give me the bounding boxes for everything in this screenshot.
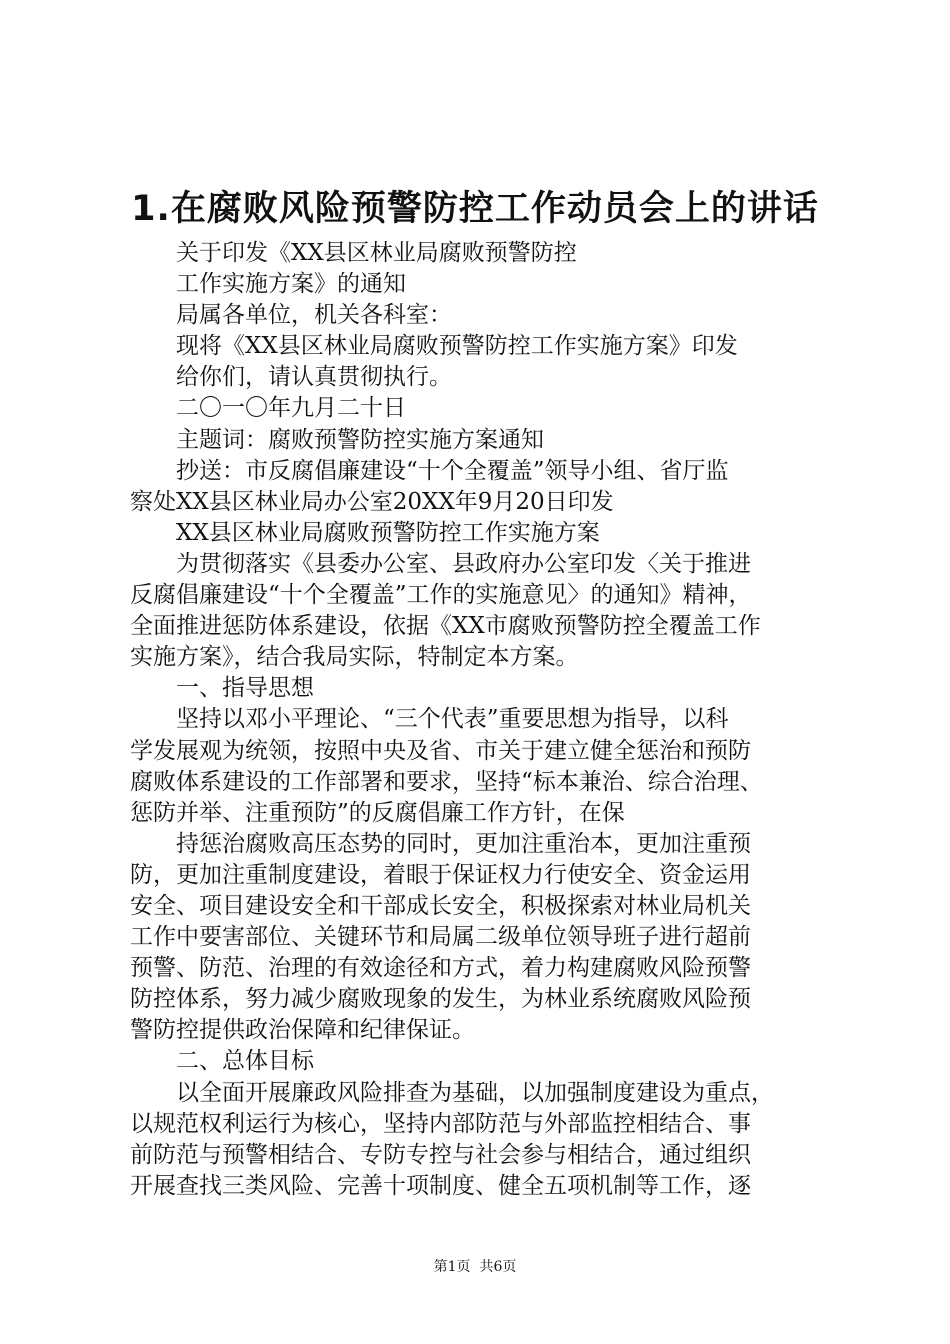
text-line: XX县区林业局腐败预警防控工作实施方案 [176, 519, 600, 546]
text-line: 工作实施方案》的通知 [176, 271, 406, 298]
text-line: 开展查找三类风险、完善十项制度、健全五项机制等工作，逐 [130, 1172, 751, 1199]
text-line: 局属各单位，机关各科室： [176, 302, 452, 329]
text-line: 全面推进惩防体系建设，依据《XX市腐败预警防控全覆盖工作 [130, 613, 761, 640]
text-line: 持惩治腐败高压态势的同时，更加注重治本，更加注重预 [176, 830, 751, 857]
text-line: 安全、项目建设安全和干部成长安全，积极探索对林业局机关 [130, 892, 751, 919]
text-line: 一、指导思想 [176, 675, 314, 702]
text-line: 坚持以邓小平理论、“三个代表”重要思想为指导，以科 [176, 706, 729, 733]
text-line: 学发展观为统领，按照中央及省、市关于建立健全惩治和预防 [130, 737, 751, 764]
text-line: 抄送：市反腐倡廉建设“十个全覆盖”领导小组、省厅监 [176, 457, 729, 484]
text-line: 为贯彻落实《县委办公室、县政府办公室印发〈关于推进 [176, 550, 751, 577]
text-line: 警防控提供政治保障和纪律保证。 [130, 1017, 475, 1044]
text-line: 工作中要害部位、关键环节和局属二级单位领导班子进行超前 [130, 924, 751, 951]
text-line: 防控体系，努力减少腐败现象的发生，为林业系统腐败风险预 [130, 986, 751, 1013]
text-line: 主题词：腐败预警防控实施方案通知 [176, 426, 544, 453]
text-line: 给你们，请认真贯彻执行。 [176, 364, 452, 391]
text-line: 察处XX县区林业局办公室20XX年9月20日印发 [130, 488, 614, 515]
document-title: 1.在腐败风险预警防控工作动员会上的讲话 [131, 189, 819, 229]
text-line: 前防范与预警相结合、专防专控与社会参与相结合，通过组织 [130, 1141, 751, 1168]
text-line: 关于印发《XX县区林业局腐败预警防控 [176, 240, 577, 266]
text-line: 惩防并举、注重预防”的反腐倡廉工作方针，在保 [130, 799, 625, 826]
text-line: 实施方案》，结合我局实际，特制定本方案。 [130, 644, 579, 671]
page-footer: 第1页 共6页 [433, 1259, 517, 1275]
text-line: 现将《XX县区林业局腐败预警防控工作实施方案》印发 [176, 333, 738, 360]
text-line: 防，更加注重制度建设，着眼于保证权力行使安全、资金运用 [130, 861, 751, 888]
document-body [130, 238, 830, 1202]
text-line: 以规范权利运行为核心，坚持内部防范与外部监控相结合、事 [130, 1110, 751, 1137]
text-line: 反腐倡廉建设“十个全覆盖”工作的实施意见〉的通知》精神， [130, 582, 752, 609]
text-line: 二、总体目标 [176, 1048, 314, 1075]
text-line: 二〇一〇年九月二十日 [176, 395, 406, 422]
text-line: 腐败体系建设的工作部署和要求，坚持“标本兼治、综合治理、 [130, 768, 763, 795]
text-line: 预警、防范、治理的有效途径和方式，着力构建腐败风险预警 [130, 955, 751, 982]
text-line: 以全面开展廉政风险排查为基础，以加强制度建设为重点， [176, 1079, 774, 1106]
